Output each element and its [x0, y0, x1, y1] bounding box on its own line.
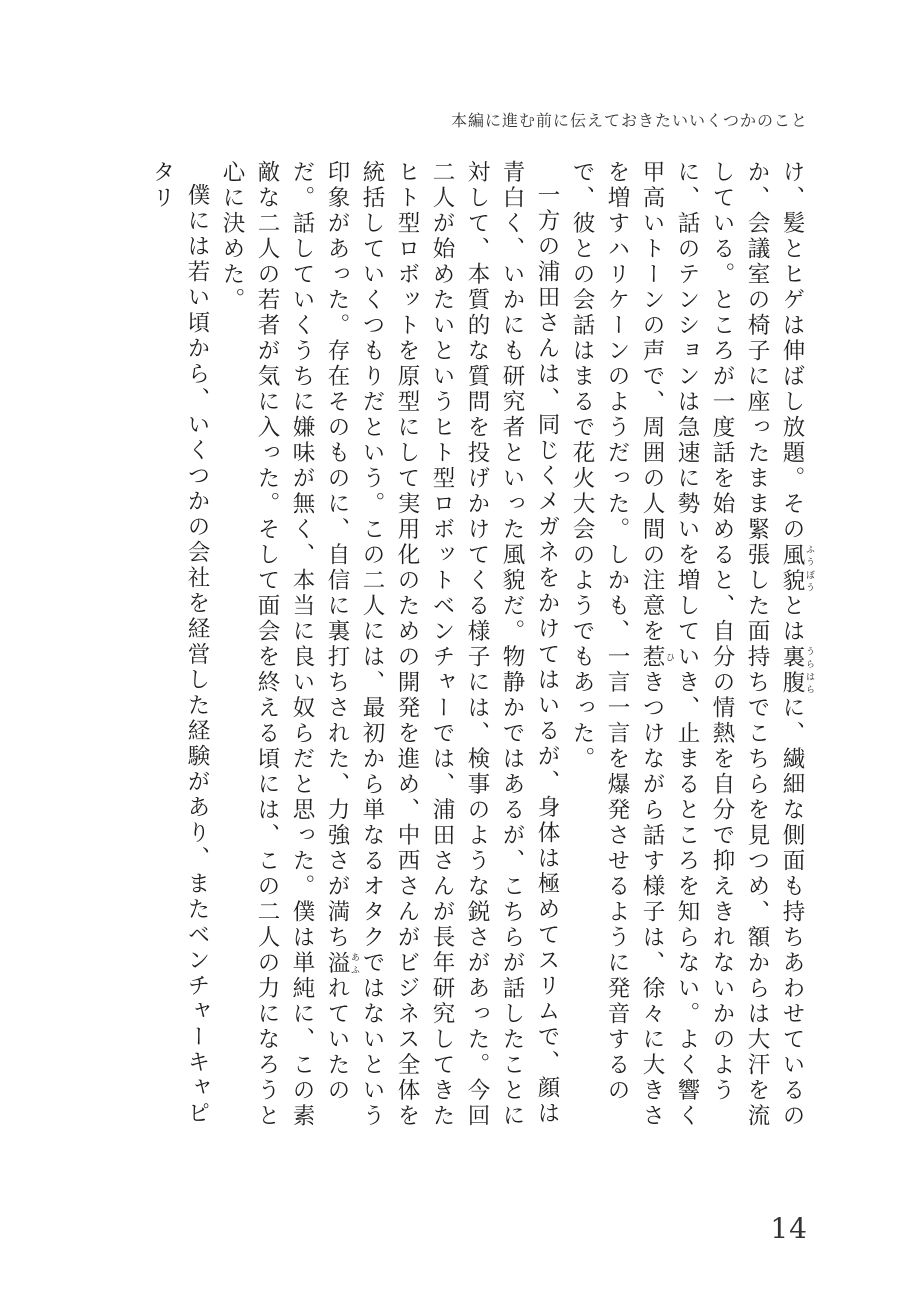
text-run: け、髪とヒゲは伸ばし放題。その — [779, 160, 805, 543]
ruby-word: 風貌 ふうぼう — [779, 542, 814, 594]
paragraph — [144, 160, 214, 1140]
ruby-word: 惹 ひ — [639, 644, 674, 670]
body-text — [144, 160, 814, 1140]
running-header: 本編に進む前に伝えておきたいいくつかのこと — [450, 111, 808, 130]
ruby-word: 裏腹 うらはら — [779, 644, 814, 696]
paragraph — [214, 160, 564, 1140]
text-run: に、繊細な側面も持ちあわせているのか、会議室の椅子に座ったまま緊張した面持ちでこちらを見つめ、額からは大汗を流している。ところが一度話を始めると、自分の情熱を自分で抑えきれないかのように、話のテンションは急速に勢いを増していき、止まるところを知らない。よく響く甲高いトーンの声で、周囲の人間の注意を — [639, 160, 805, 1129]
ruby-reading: あふ — [349, 950, 359, 976]
text-run: れていたのだ。話していくうちに嫌味が無く、本当に良い奴らだと思った。僕は単純に、この素敵な二人の若者が気に入った。そして面会を終える頃には、この二人の力になろうと心に決めた。 — [219, 160, 350, 1129]
text-run: とは — [779, 593, 805, 645]
text-run: きつけながら話す様子は、徐々に大きさを増すハリケーンのようだった。しかも、一言一言を爆発させるように発音するので、彼との会話はまるで花火大会のようでもあった。 — [569, 160, 665, 1129]
paragraph — [564, 160, 814, 1140]
ruby-reading: うらはら — [804, 644, 814, 696]
ruby-reading: ひ — [664, 644, 674, 670]
text-run: 一方の浦田さんは、同じくメガネをかけてはいるが、身体は極めてスリムで、顔は青白く、いかにも研究者といった風貌だ。物静かではあるが、こちらが話したことに対して、本質的な質問を投げかけてくる様子には、検事のような鋭さがあった。今回二人が始めたいというヒト型ロボットベンチャーでは、浦田さんが長年研究してきたヒト型ロボットを原型にして実用化のための開発を進め、中西さんがビジネス全体を統括していくつもりだという。この二人には、最初から単なるオタクではないという印象があった。存在そのものに、自信に裏打ちされた、力強さが満ち — [324, 160, 560, 1129]
page-number: 14 — [770, 1212, 808, 1245]
ruby-word: 溢 あふ — [324, 950, 359, 976]
text-run: 僕には若い頃から、いくつかの会社を経営した経験があり、またベンチャーキャピタリ — [149, 160, 210, 1126]
ruby-reading: ふうぼう — [804, 542, 814, 594]
